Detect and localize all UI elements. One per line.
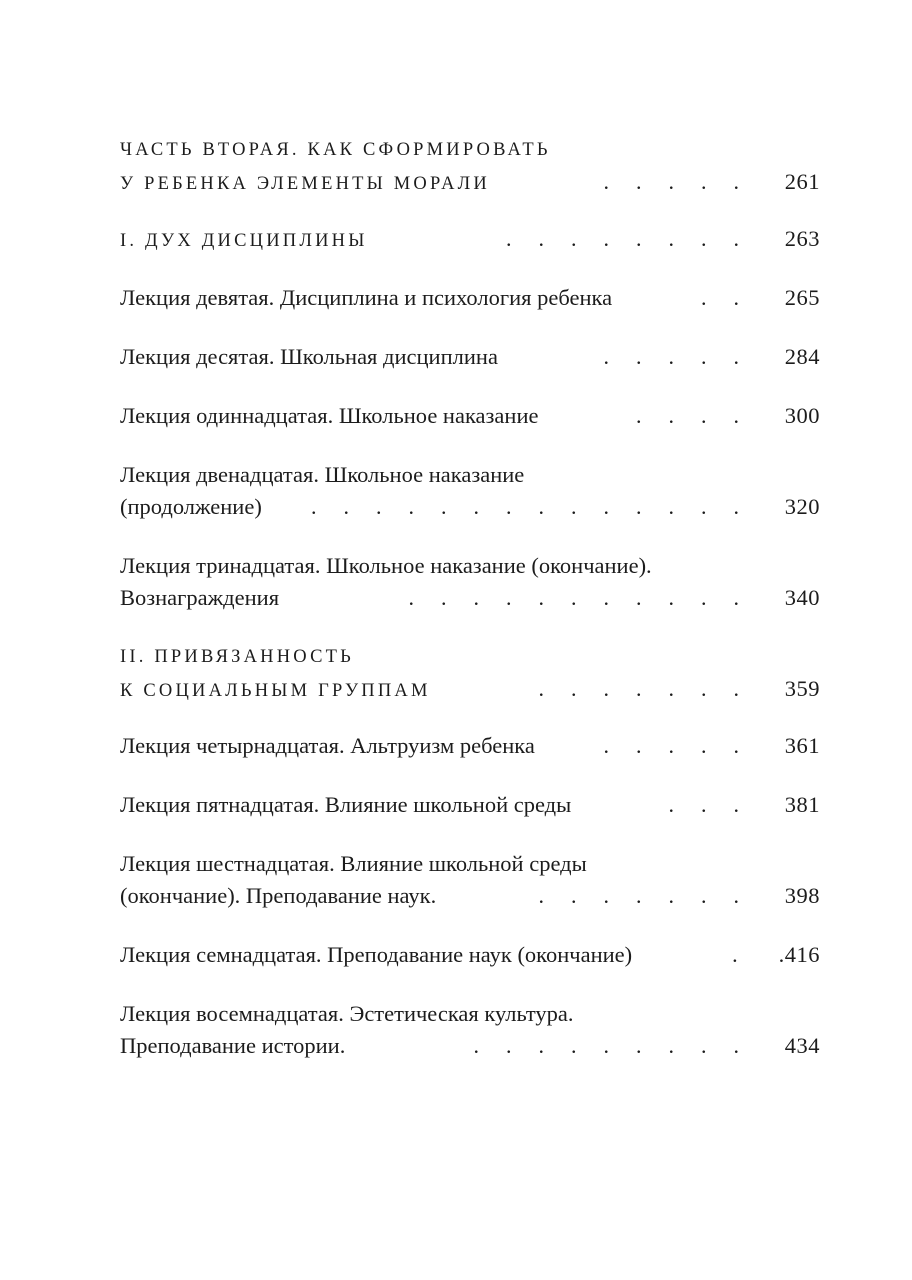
toc-entry-line: У РЕБЕНКА ЭЛЕМЕНТЫ МОРАЛИ <box>120 174 490 194</box>
dot-leader: ..... <box>603 169 766 194</box>
page-number: 381 <box>784 792 820 817</box>
toc-entry-lecture-16 <box>120 848 820 912</box>
toc-entry-line: Лекция четырнадцатая. Альтруизм ребенка <box>120 733 535 758</box>
toc-entry-line: Лекция восемнадцатая. Эстетическая культура. <box>120 1001 574 1026</box>
page-number: 263 <box>784 226 820 251</box>
page-number: 398 <box>784 883 820 908</box>
dot-leader: ........... <box>408 585 766 610</box>
toc-entry-line: ЧАСТЬ ВТОРАЯ. КАК СФОРМИРОВАТЬ <box>120 140 551 160</box>
toc-entry-line: (продолжение) <box>120 494 262 519</box>
dot-leader: ....... <box>538 676 766 701</box>
dot-leader: . <box>732 942 765 967</box>
toc-entry-lecture-13 <box>120 550 820 614</box>
toc-entry-line: Преподавание истории. <box>120 1033 346 1058</box>
toc-entry-line: Лекция тринадцатая. Школьное наказание (окончание). <box>120 553 652 578</box>
page-number: 284 <box>784 344 820 369</box>
dot-leader: .. <box>701 285 766 310</box>
page-number: 261 <box>784 169 820 194</box>
table-of-contents <box>120 0 820 1280</box>
page-number: 265 <box>784 285 820 310</box>
dot-leader: ... <box>668 792 766 817</box>
toc-entry-line: Лекция двенадцатая. Школьное наказание <box>120 462 525 487</box>
toc-entry-line: Вознаграждения <box>120 585 280 610</box>
toc-entry-lecture-18 <box>120 998 820 1062</box>
toc-entry-line: II. ПРИВЯЗАННОСТЬ <box>120 647 354 667</box>
page-number: .416 <box>778 942 820 967</box>
page-number: 359 <box>784 676 820 701</box>
toc-entry-line: Лекция шестнадцатая. Влияние школьной среды <box>120 851 587 876</box>
toc-entry-line: К СОЦИАЛЬНЫМ ГРУППАМ <box>120 681 431 701</box>
toc-entry-part-two <box>120 134 820 198</box>
dot-leader: ..... <box>603 733 766 758</box>
toc-entry-lecture-10 <box>120 341 820 373</box>
dot-leader: ........ <box>506 226 766 251</box>
dot-leader: ......... <box>473 1033 766 1058</box>
toc-entry-lecture-17 <box>120 939 820 971</box>
page-number: 361 <box>784 733 820 758</box>
toc-entry-lecture-9 <box>120 282 820 314</box>
toc-entry-lecture-11 <box>120 400 820 432</box>
dot-leader: .... <box>636 403 766 428</box>
toc-entry-line: I. ДУХ ДИСЦИПЛИНЫ <box>120 231 368 251</box>
toc-entry-lecture-15 <box>120 789 820 821</box>
page-number: 434 <box>784 1033 820 1058</box>
dot-leader: ..... <box>603 344 766 369</box>
dot-leader: ....... <box>538 883 766 908</box>
toc-entry-line: Лекция одиннадцатая. Школьное наказание <box>120 403 539 428</box>
toc-entry-lecture-14 <box>120 730 820 762</box>
toc-entry-lecture-12 <box>120 459 820 523</box>
page-number: 340 <box>784 585 820 610</box>
toc-entry-section-1 <box>120 223 820 255</box>
toc-entry-line: Лекция девятая. Дисциплина и психология ребенка <box>120 285 613 310</box>
dot-leader: .............. <box>311 494 766 519</box>
page-number: 320 <box>784 494 820 519</box>
toc-entry-line: Лекция семнадцатая. Преподавание наук (окончание) <box>120 942 633 967</box>
toc-entry-line: Лекция пятнадцатая. Влияние школьной среды <box>120 792 572 817</box>
toc-entry-line: Лекция десятая. Школьная дисциплина <box>120 344 498 369</box>
page-number: 300 <box>784 403 820 428</box>
toc-entry-section-2 <box>120 641 820 705</box>
toc-entry-line: (окончание). Преподавание наук. <box>120 883 437 908</box>
